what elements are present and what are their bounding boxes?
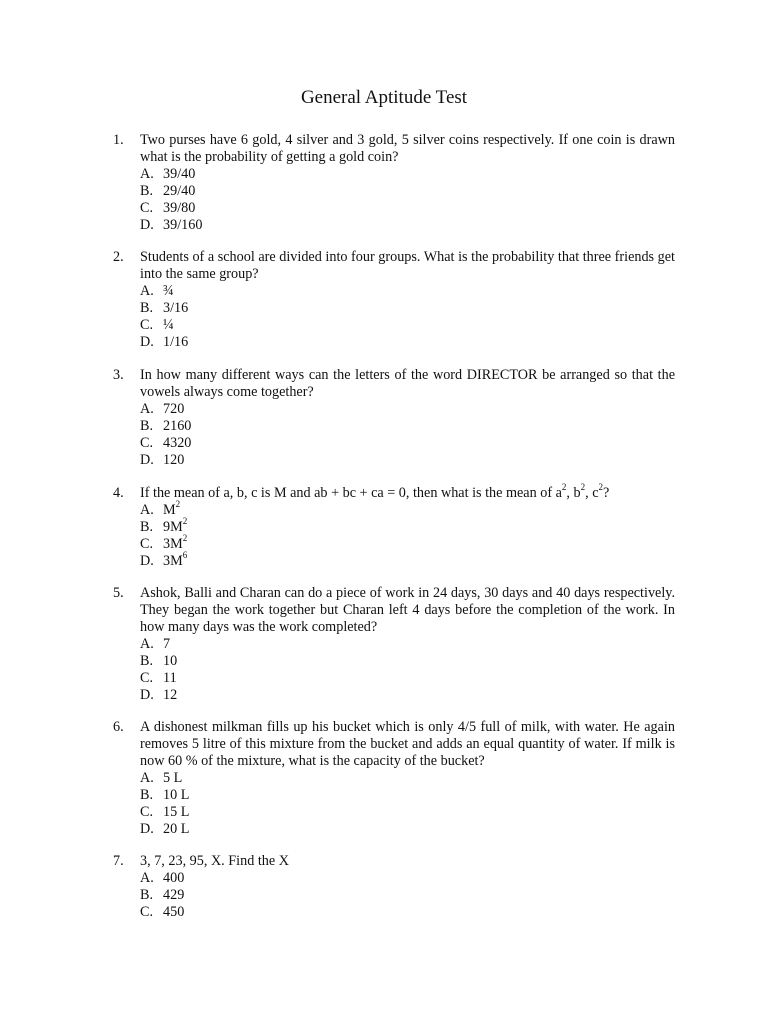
option-list [140,166,675,234]
question-text: 3, 7, 23, 95, X. Find the X [140,853,289,869]
question-text-part: , c [585,485,599,501]
question-1 [113,132,675,234]
option-value: 29/40 [163,183,196,199]
option-c [140,804,675,821]
option-list [140,770,675,838]
option-list [140,283,675,351]
option-letter: A. [140,870,154,886]
option-value: ¾ [163,283,174,299]
question-text: Students of a school are divided into four groups. What is the probability that three friends get into the same group? [140,249,675,282]
option-letter: B. [140,519,154,535]
question-text-part: ? [603,485,610,501]
option-letter: D. [140,217,154,233]
option-value: 3/16 [163,300,189,316]
option-value: 5 L [163,770,183,786]
question-text: A dishonest milkman fills up his bucket which is only 4/5 full of milk, with water. He again removes 5 litre of this mixture from the bucket and adds an equal quantity of water. If milk is now 60 % of the mixture, what is the capacity of the bucket? [140,719,675,769]
question-text-part: If the mean of a, b, c is M and ab + bc + ca = 0, then what is the mean of a [140,485,562,501]
question-number: 2. [113,249,124,265]
option-letter: D. [140,553,154,569]
option-d [140,452,675,469]
option-value: 9M [163,519,183,535]
superscript: 2 [175,499,181,510]
option-letter: B. [140,183,154,199]
option-value: 39/160 [163,217,203,233]
option-value: 400 [163,870,185,886]
question-number: 7. [113,853,124,869]
option-a [140,166,675,183]
question-6 [113,719,675,838]
option-letter: C. [140,536,154,552]
option-value: 10 L [163,787,190,803]
option-d [140,334,675,351]
option-d [140,217,675,234]
option-d [140,550,675,570]
option-a [140,636,675,653]
option-c [140,533,675,553]
question-number: 1. [113,132,124,148]
option-letter: C. [140,670,154,686]
option-a [140,870,675,887]
option-value: 4320 [163,435,192,451]
option-value: 11 [163,670,177,686]
option-letter: D. [140,334,154,350]
option-a [140,499,675,519]
option-b [140,418,675,435]
option-value: 1/16 [163,334,189,350]
option-b [140,887,675,904]
option-letter: D. [140,687,154,703]
option-d [140,821,675,838]
option-c [140,435,675,452]
question-text: Ashok, Balli and Charan can do a piece of work in 24 days, 30 days and 40 days respectively. They began the work together but Charan left 4 days before the completion of the work. In how many days was the work completed? [140,585,675,635]
question-4 [113,482,675,570]
question-5 [113,585,675,704]
superscript: 2 [182,533,188,544]
question-number: 6. [113,719,124,735]
option-value: ¼ [163,317,174,333]
option-c [140,200,675,217]
question-7 [113,853,675,921]
option-letter: C. [140,317,154,333]
option-b [140,516,675,536]
option-a [140,283,675,300]
document-title: General Aptitude Test [300,87,468,108]
superscript: 2 [598,482,603,493]
option-c [140,904,675,921]
option-value: 20 L [163,821,190,837]
option-a [140,770,675,787]
option-letter: A. [140,401,154,417]
option-letter: C. [140,904,154,920]
question-text: In how many different ways can the letters of the word DIRECTOR be arranged so that the vowels always come together? [140,367,675,400]
option-letter: B. [140,418,154,434]
option-d [140,687,675,704]
option-letter: B. [140,300,154,316]
option-value: 15 L [163,804,190,820]
question-text [140,482,675,502]
superscript: 2 [561,482,567,493]
question-number: 5. [113,585,124,601]
question-text: Two purses have 6 gold, 4 silver and 3 gold, 5 silver coins respectively. If one coin is drawn what is the probability of getting a gold coin? [140,132,675,165]
option-list [140,499,675,570]
question-number: 4. [113,485,124,501]
option-letter: C. [140,200,154,216]
option-value: 450 [163,904,185,920]
option-b [140,653,675,670]
superscript: 2 [182,516,188,527]
superscript: 2 [580,482,586,493]
option-value: 429 [163,887,185,903]
option-letter: B. [140,653,154,669]
option-letter: A. [140,166,154,182]
option-letter: C. [140,435,154,451]
option-letter: C. [140,804,154,820]
option-letter: A. [140,636,154,652]
option-list [140,870,675,921]
superscript: 6 [182,550,188,561]
question-3 [113,367,675,469]
question-text-part: , b [566,485,581,501]
question-number: 3. [113,367,124,383]
option-value: 10 [163,653,178,669]
option-letter: B. [140,887,154,903]
option-value: M [163,502,176,518]
option-letter: D. [140,452,154,468]
option-c [140,317,675,334]
option-list [140,401,675,469]
option-value: 7 [163,636,171,652]
option-letter: A. [140,502,154,518]
option-b [140,787,675,804]
option-letter: D. [140,821,154,837]
option-value: 120 [163,452,185,468]
option-b [140,300,675,317]
option-value: 39/40 [163,166,196,182]
option-b [140,183,675,200]
option-list [140,636,675,704]
option-letter: A. [140,283,154,299]
option-value: 3M [163,553,183,569]
question-2 [113,249,675,351]
option-letter: A. [140,770,154,786]
option-a [140,401,675,418]
option-letter: B. [140,787,154,803]
option-value: 2160 [163,418,192,434]
option-value: 720 [163,401,185,417]
option-value: 12 [163,687,178,703]
option-value: 39/80 [163,200,196,216]
option-c [140,670,675,687]
option-value: 3M [163,536,183,552]
